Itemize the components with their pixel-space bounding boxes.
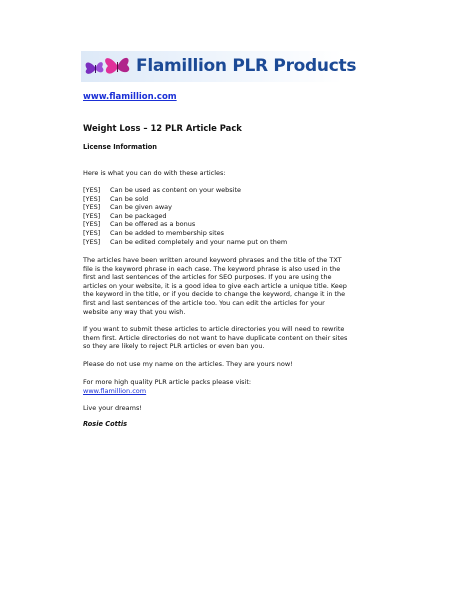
butterfly-icon <box>86 62 104 74</box>
butterfly-icon <box>105 58 129 74</box>
yes-tag: [YES] <box>83 203 101 212</box>
paragraph-line: For more high quality PLR article packs please visit: <box>83 378 252 386</box>
list-item-text: Can be given away <box>110 203 172 212</box>
rights-list <box>83 186 379 246</box>
name-paragraph: Please do not use my name on the articles. They are yours now! <box>83 360 293 368</box>
paragraph-line: so they are likely to reject PLR articles or even ban you. <box>83 342 265 351</box>
paragraph-line: website any way that you wish. <box>83 307 186 316</box>
logo-banner <box>81 51 357 82</box>
yes-tag: [YES] <box>83 237 101 246</box>
list-item-text: Can be sold <box>110 194 149 203</box>
list-item-text: Can be edited completely and your name put on them <box>110 237 288 246</box>
yes-tag: [YES] <box>83 228 101 237</box>
paragraph-line: file is the keyword phrase in each case. The keyword phrase is also used in the <box>83 264 341 273</box>
author-signature: Rosie Cottis <box>83 420 128 428</box>
list-item-text: Can be used as content on your website <box>110 186 242 194</box>
keyword-paragraph <box>83 256 379 316</box>
section-heading: License Information <box>83 143 157 151</box>
list-item <box>83 229 379 238</box>
paragraph-line: articles on your website, it is a good idea to give each article a unique title. Keep <box>83 281 347 290</box>
footer-site-link[interactable]: www.flamillion.com <box>83 386 147 395</box>
list-item <box>83 212 379 221</box>
logo-text: Flamillion PLR Products <box>136 56 357 76</box>
paragraph-line: The articles have been written around keyword phrases and the title of the TXT <box>83 256 342 264</box>
more-packs-paragraph <box>83 378 379 395</box>
paragraph-line: the keyword in the title, or if you decide to change the keyword, change it in the <box>83 290 346 299</box>
list-item <box>83 220 379 229</box>
list-item-text: Can be offered as a bonus <box>110 220 196 229</box>
page-title: Weight Loss – 12 PLR Article Pack <box>83 123 242 133</box>
intro-text: Here is what you can do with these articles: <box>83 169 226 177</box>
paragraph-line: first and last sentences of the article too. You can edit the articles for your <box>83 298 325 307</box>
yes-tag: [YES] <box>83 220 101 229</box>
paragraph-line: them first. Article directories do not want to have duplicate content on their sites <box>83 333 348 342</box>
yes-tag: [YES] <box>83 186 101 194</box>
yes-tag: [YES] <box>83 211 101 220</box>
list-item <box>83 238 379 247</box>
butterfly-icon <box>81 51 141 82</box>
paragraph-line: first and last sentences of the articles for SEO purposes. If you are using the <box>83 273 332 282</box>
yes-tag: [YES] <box>83 194 101 203</box>
closing-text: Live your dreams! <box>83 404 142 412</box>
list-item-text: Can be packaged <box>110 211 167 220</box>
list-item <box>83 186 379 195</box>
list-item <box>83 203 379 212</box>
directories-paragraph <box>83 325 379 351</box>
list-item <box>83 195 379 204</box>
list-item-text: Can be added to membership sites <box>110 228 225 237</box>
site-link[interactable]: www.flamillion.com <box>83 92 177 102</box>
paragraph-line: If you want to submit these articles to article directories you will need to rewrite <box>83 325 345 333</box>
